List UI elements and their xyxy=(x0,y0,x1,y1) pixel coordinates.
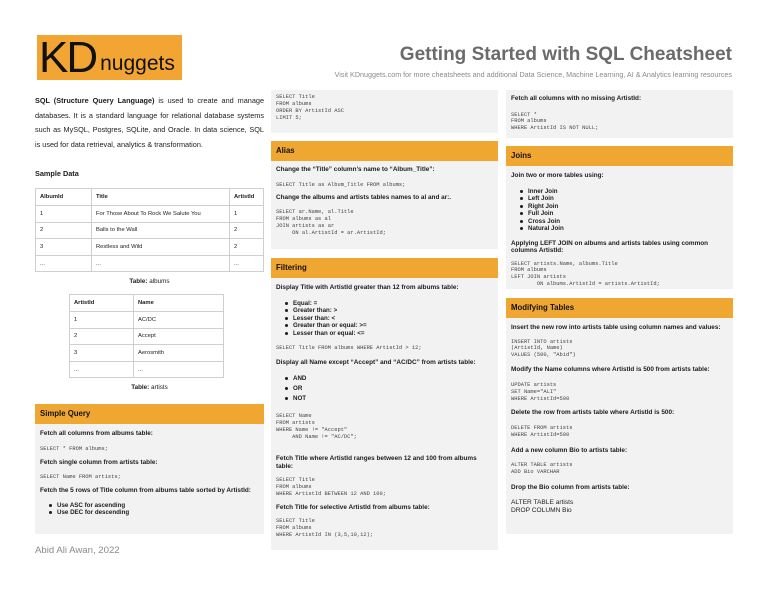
table-cell: 2 xyxy=(230,239,264,256)
caption-bold: Table: xyxy=(131,384,150,392)
question-text: Fetch the 5 rows of Title column from albums table sorted by ArtistId: xyxy=(40,487,251,495)
code-snippet: SELECT Title FROM albums WHERE ArtistId > 12; xyxy=(276,345,422,351)
column-2 xyxy=(271,90,498,550)
table-cell: 1 xyxy=(36,205,92,222)
question-text: Applying LEFT JOIN on albums and artists tables using common columns ArtistId: xyxy=(511,239,709,254)
list-item: Cross Join xyxy=(520,218,733,226)
join-types-list xyxy=(506,188,733,233)
question-text: Insert the new row into artists table using column names and values: xyxy=(511,324,721,331)
table-cell: Accept xyxy=(134,328,224,345)
author-credit: Abid Ali Awan, 2022 xyxy=(35,545,120,556)
section-heading: Modifying Tables xyxy=(506,298,733,318)
table-row xyxy=(70,345,224,362)
code-snippet: SELECT * FROM albums WHERE ArtistId IS NOT NULL; xyxy=(511,111,599,132)
table-cell: 2 xyxy=(36,222,92,239)
table-row xyxy=(36,255,264,272)
albums-table-caption xyxy=(35,278,264,285)
question-text: Fetch all columns with no missing ArtistId: xyxy=(511,95,642,102)
table-cell: 1 xyxy=(230,205,264,222)
code-snippet: UPDATE artists SET Name="ALI" WHERE ArtistId=500 xyxy=(511,381,570,402)
list-item: Right Join xyxy=(520,203,733,211)
column-1 xyxy=(35,90,264,534)
table-row xyxy=(70,328,224,345)
not-null-box xyxy=(506,90,733,138)
code-snippet: SELECT ar.Name, al.Title FROM albums as al JOIN artists as ar ON al.ArtistId = ar.ArtistId; xyxy=(276,208,386,236)
code-snippet: SELECT Name FROM artists WHERE Name != "Accept" AND Name != "AC/DC"; xyxy=(276,413,357,441)
question-text: Change the “Title” column’s name to “Album_Title”: xyxy=(276,166,435,173)
table-cell: Balls to the Wall xyxy=(92,222,230,239)
table-cell: Restless and Wild xyxy=(92,239,230,256)
kdnuggets-logo xyxy=(37,35,182,80)
caption-bold: Table: xyxy=(129,278,148,286)
code-snippet: SELECT Title FROM albums ORDER BY ArtistId ASC LIMIT 5; xyxy=(276,94,344,121)
section-heading: Alias xyxy=(271,141,498,161)
table-cell: 3 xyxy=(36,239,92,256)
list-item: Lesser than or equal: <= xyxy=(285,330,498,338)
table-cell: 3 xyxy=(70,345,134,362)
list-item: OR xyxy=(285,384,498,394)
question-text: Display Title with ArtistId greater than 12 from albums table: xyxy=(276,284,459,291)
operator-list xyxy=(271,300,498,338)
list-item: Lesser than: < xyxy=(285,315,498,323)
table-row xyxy=(70,361,224,378)
list-item: Full Join xyxy=(520,210,733,218)
question-text: Modify the Name columns where ArtistId is 500 from artists table: xyxy=(511,366,710,374)
simple-query-section xyxy=(35,404,264,534)
joins-section xyxy=(506,146,733,289)
list-item: NOT xyxy=(285,394,498,404)
table-cell: ... xyxy=(134,361,224,378)
list-item: Natural Join xyxy=(520,225,733,233)
code-snippet: DELETE FROM artists WHERE ArtistId=500 xyxy=(511,424,573,438)
table-cell: Aerosmith xyxy=(134,345,224,362)
list-item: Inner Join xyxy=(520,188,733,196)
question-text: Fetch Title for selective ArtistId from albums table: xyxy=(276,503,430,511)
question-text: Join two or more tables using: xyxy=(511,172,604,179)
table-header-cell: Title xyxy=(92,189,230,206)
table-cell: ... xyxy=(230,255,264,272)
code-snippet: SELECT * FROM albums; xyxy=(40,445,108,452)
artists-table-caption xyxy=(35,384,264,391)
table-header-cell: AlbumId xyxy=(36,189,92,206)
table-cell: 2 xyxy=(70,328,134,345)
code-snippet: ALTER TABLE artists DROP COLUMN Bio xyxy=(511,498,574,514)
albums-table xyxy=(35,188,264,272)
list-item: Use ASC for ascending xyxy=(49,502,264,510)
question-text: Display all Name except “Accept” and “AC/DC” from artists table: xyxy=(276,358,476,366)
table-header-row xyxy=(36,189,264,206)
page-title: Getting Started with SQL Cheatsheet xyxy=(399,44,732,65)
caption-text: albums xyxy=(147,278,170,286)
list-item: Use DEC for descending xyxy=(49,509,264,517)
bullet-list xyxy=(35,502,264,517)
table-row xyxy=(70,311,224,328)
code-snippet: SELECT Title as Album_Title FROM albums; xyxy=(276,181,406,188)
list-item: Equal: = xyxy=(285,300,498,308)
caption-text: artists xyxy=(149,384,168,392)
order-by-code-box xyxy=(271,90,498,133)
table-row xyxy=(36,205,264,222)
table-header-cell: ArtistId xyxy=(70,295,134,312)
question-text: Fetch all columns from albums table: xyxy=(40,430,153,438)
page-subtitle: Visit KDnuggets.com for more cheatsheets and additional Data Science, Machine Learning, AI & Analytics learning resources xyxy=(334,70,732,79)
code-snippet: INSERT INTO artists (ArtistId, Name) VALUES (500, "Abid") xyxy=(511,338,576,359)
question-text: Add a new column Bio to artists table: xyxy=(511,446,628,454)
filtering-section xyxy=(271,258,498,550)
section-heading: Joins xyxy=(506,146,733,166)
logo-kd-text: KD xyxy=(39,33,97,82)
question-text: Drop the Bio column from artists table: xyxy=(511,484,630,492)
table-cell: 1 xyxy=(70,311,134,328)
question-text: Fetch Title where ArtistId ranges between 12 and 100 from albums table: xyxy=(276,455,477,470)
question-text: Change the albums and artists tables names to al and ar:. xyxy=(276,194,452,202)
table-header-row xyxy=(70,295,224,312)
table-header-cell: ArtistId xyxy=(230,189,264,206)
code-snippet: SELECT artists.Name, albums.Title FROM albums LEFT JOIN artists ON albums.ArtistId = artists.ArtistId; xyxy=(511,260,660,288)
question-text: Delete the row from artists table where ArtistId is 500: xyxy=(511,409,675,417)
question-text: Fetch single column from artists table: xyxy=(40,458,158,466)
code-snippet: ALTER TABLE artists ADD Bio VARCHAR xyxy=(511,462,573,476)
table-row xyxy=(36,222,264,239)
intro-text: is used to create and manage databases. It is a standard language for relational database systems such as MySQL, Postgres, SQLite, and Oracle. In data science, SQL is used for data retrieval, analytics & transformation. xyxy=(35,96,265,149)
artists-table xyxy=(69,294,224,378)
table-cell: 2 xyxy=(230,222,264,239)
modifying-tables-section xyxy=(506,298,733,534)
section-heading: Filtering xyxy=(271,258,498,278)
sample-data-heading: Sample Data xyxy=(35,169,79,179)
intro-bold: SQL (Structure Query Language) xyxy=(35,96,155,105)
code-snippet: SELECT Title FROM albums WHERE ArtistId BETWEEN 12 AND 100; xyxy=(276,477,386,497)
logo-nuggets-text: nuggets xyxy=(100,51,175,75)
table-cell: For Those About To Rock We Salute You xyxy=(92,205,230,222)
table-cell: AC/DC xyxy=(134,311,224,328)
table-cell: ... xyxy=(70,361,134,378)
table-cell: ... xyxy=(36,255,92,272)
table-row xyxy=(36,239,264,256)
alias-section xyxy=(271,141,498,249)
section-heading: Simple Query xyxy=(35,404,264,424)
intro-paragraph xyxy=(35,94,264,152)
table-cell: ... xyxy=(92,255,230,272)
code-snippet: SELECT Name FROM artists; xyxy=(40,474,121,481)
logic-list xyxy=(271,374,498,404)
code-snippet: SELECT Title FROM albums WHERE ArtistId IN (3,5,10,12); xyxy=(276,518,374,539)
column-3 xyxy=(506,90,733,534)
table-header-cell: Name xyxy=(134,295,224,312)
list-item: Greater than: > xyxy=(285,307,498,315)
list-item: AND xyxy=(285,374,498,384)
list-item: Left Join xyxy=(520,195,733,203)
list-item: Greater than or equal: >= xyxy=(285,322,498,330)
